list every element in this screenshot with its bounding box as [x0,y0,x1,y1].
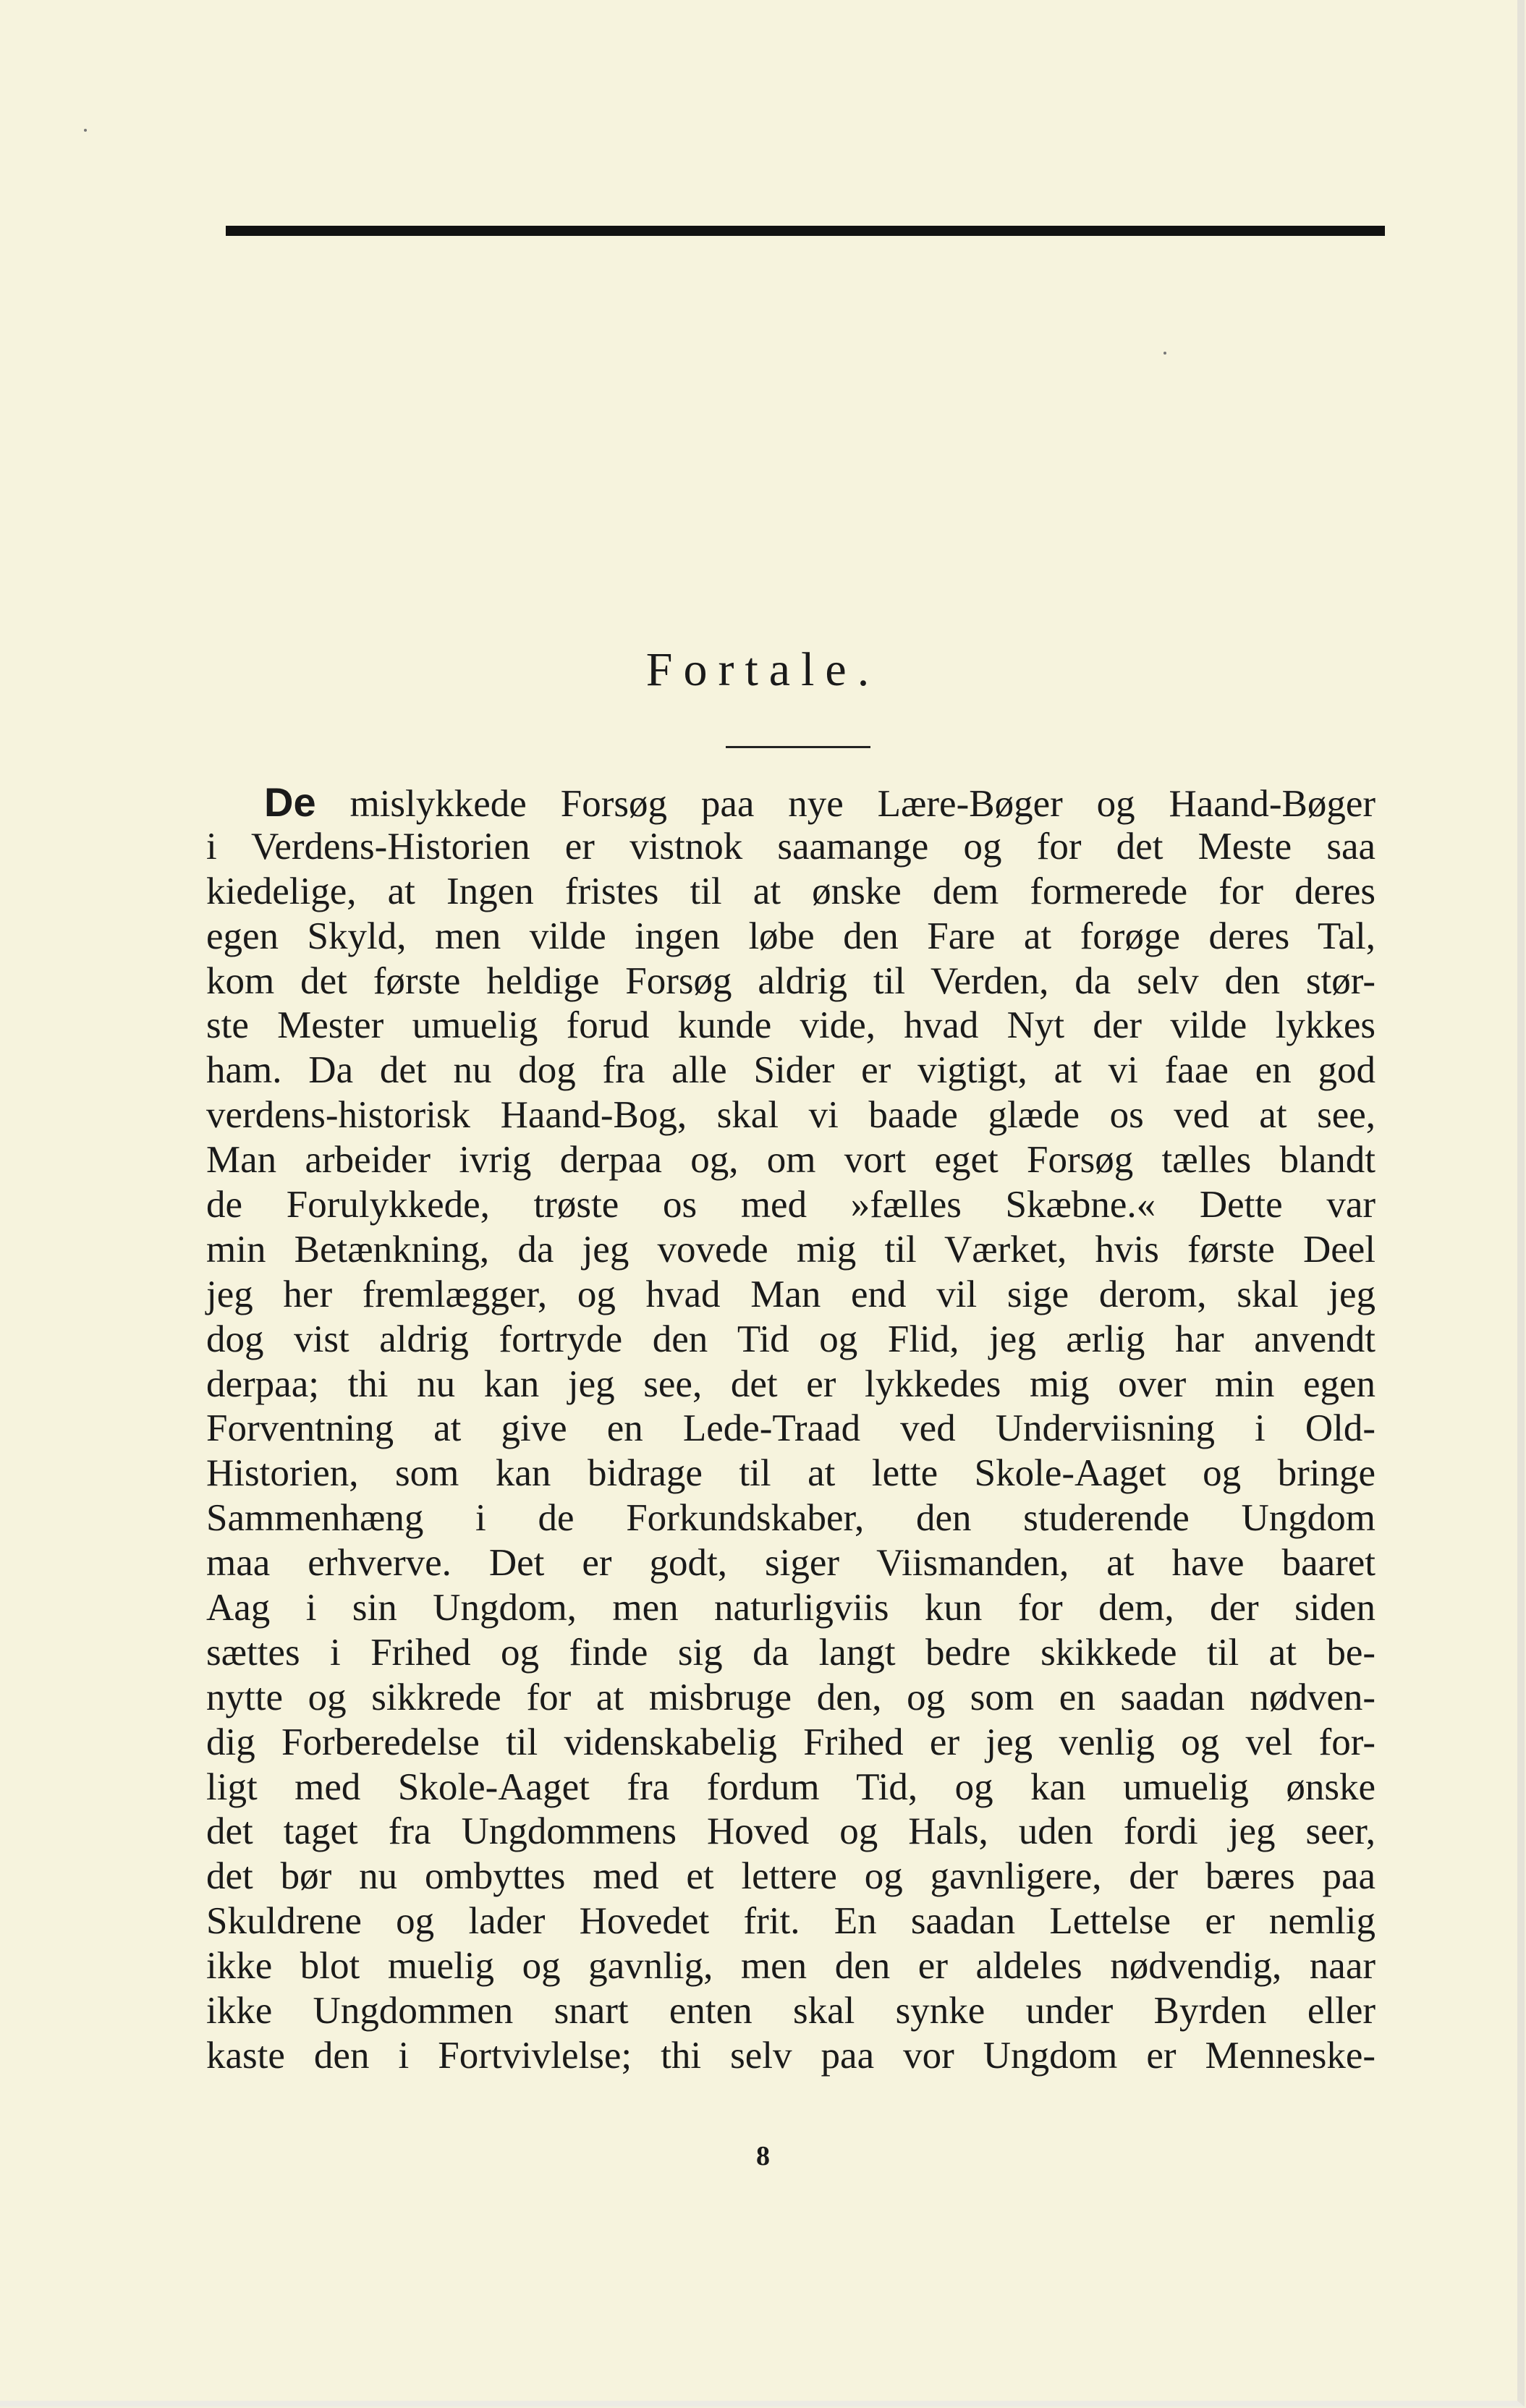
text-line: ligt med Skole-Aaget fra fordum Tid, og kan umuelig ønske [206,1765,1375,1808]
body-paragraph [206,780,1375,2079]
text-line: Aag i sin Ungdom, men naturligviis kun for dem, der siden [206,1587,1375,1629]
top-rule [226,226,1385,236]
text-line: kiedelige, at Ingen fristes til at ønske dem formerede for deres [206,870,1375,912]
text-line: Forventning at give en Lede-Traad ved Underviisning i Old- [206,1407,1375,1450]
text-line: nytte og sikkrede for at misbruge den, og som en saadan nødven- [206,1676,1375,1718]
text-line: ikke blot muelig og gavnlig, men den er aldeles nødvendig, naar [206,1945,1375,1988]
text-line: ikke Ungdommen snart enten skal synke under Byrden eller [206,1990,1375,2032]
text-line: min Betænkning, da jeg vovede mig til Værket, hvis første Deel [206,1228,1375,1271]
text-line: dog vist aldrig fortryde den Tid og Flid, jeg ærlig har anvendt [206,1318,1375,1360]
text-line: derpaa; thi nu kan jeg see, det er lykkedes mig over min egen [206,1362,1375,1405]
text-line: i Verdens-Historien er vistnok saamange og for det Meste saa [206,825,1375,868]
text-line: Historien, som kan bidrage til at lette Skole-Aaget og bringe [206,1452,1375,1495]
paper-speck [1163,352,1166,355]
text-line: maa erhverve. Det er godt, siger Viismanden, at have baaret [206,1542,1375,1585]
paper-speck [84,129,87,132]
text-line: de Forulykkede, trøste os med »fælles Skæbne.« Dette var [206,1184,1375,1226]
drop-cap: De [264,779,316,825]
text-line: kom det første heldige Forsøg aldrig til Verden, da selv den stør- [206,959,1375,1002]
text-line: Man arbeider ivrig derpaa og, om vort eget Forsøg tælles blandt [206,1139,1375,1182]
text-line: ste Mester umuelig forud kunde vide, hvad Nyt der vilde lykkes [206,1004,1375,1047]
text-line: ham. Da det nu dog fra alle Sider er vigtigt, at vi faae en god [206,1049,1375,1092]
page-number: 8 [756,2141,770,2171]
text-line: kaste den i Fortvivlelse; thi selv paa vor Ungdom er Menneske- [206,2034,1375,2077]
text-line: Skuldrene og lader Hovedet frit. En saadan Lettelse er nemlig [206,1900,1375,1943]
text-line: det bør nu ombyttes med et lettere og gavnligere, der bæres paa [206,1855,1375,1898]
text-line: verdens-historisk Haand-Bog, skal vi baade glæde os ved at see, [206,1094,1375,1137]
text-line: Sammenhæng i de Forkundskaber, den studerende Ungdom [206,1497,1375,1540]
text-line: De mislykkede Forsøg paa nye Lære-Bøger og Haand-Bøger [264,779,1376,825]
text-line: jeg her fremlægger, og hvad Man end vil sige derom, skal jeg [206,1273,1375,1315]
page-title: Fortale. [645,643,881,696]
title-divider [726,746,870,748]
text-line: sættes i Frihed og finde sig da langt bedre skikkede til at be- [206,1631,1375,1674]
text-line: egen Skyld, men vilde ingen løbe den Fare at forøge deres Tal, [206,915,1375,957]
text-line: dig Forberedelse til videnskabelig Frihed er jeg venlig og vel for- [206,1721,1375,1763]
text-line: det taget fra Ungdommens Hoved og Hals, uden fordi jeg seer, [206,1810,1375,1853]
